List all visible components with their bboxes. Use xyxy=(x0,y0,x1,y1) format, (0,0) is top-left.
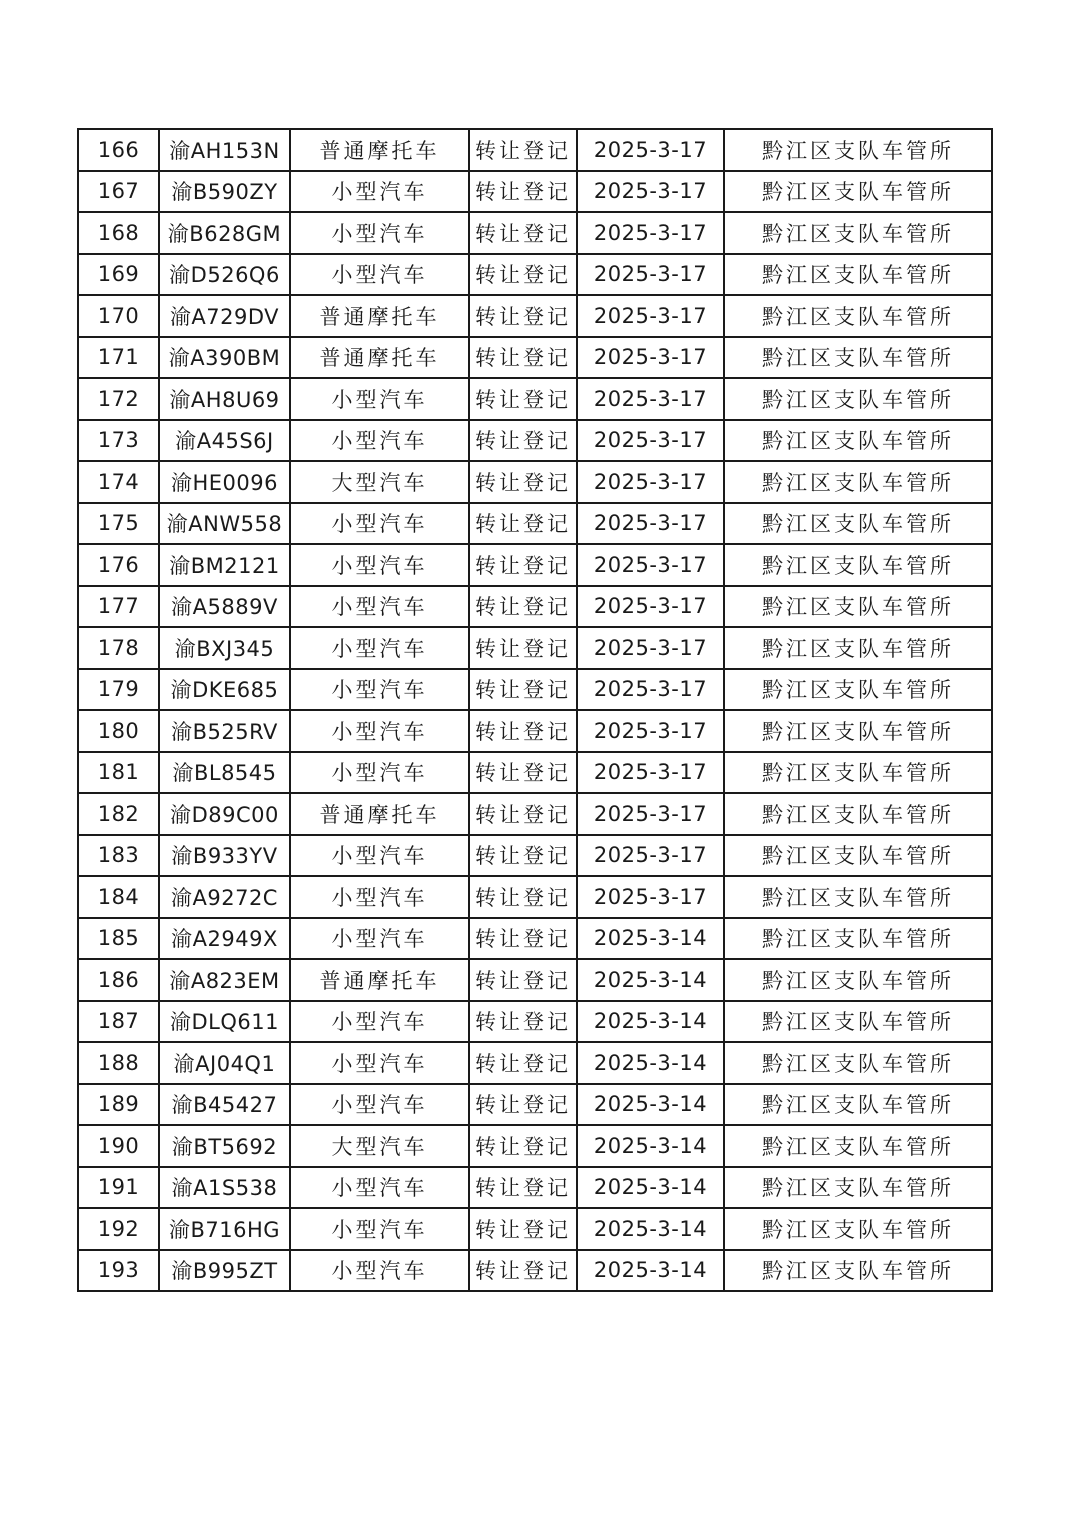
vehicle-type-cell: 大型汽车 xyxy=(290,1125,469,1167)
table-row xyxy=(78,586,992,628)
plate-number-cell: 渝AH153N xyxy=(159,129,290,171)
office-cell: 黔江区支队车管所 xyxy=(724,1042,992,1084)
row-number-cell: 167 xyxy=(78,171,159,213)
date-cell: 2025-3-17 xyxy=(577,835,724,877)
registration-type-cell: 转让登记 xyxy=(469,295,577,337)
table-row xyxy=(78,1250,992,1292)
office-cell: 黔江区支队车管所 xyxy=(724,1208,992,1250)
office-cell: 黔江区支队车管所 xyxy=(724,752,992,794)
office-cell: 黔江区支队车管所 xyxy=(724,627,992,669)
table-row xyxy=(78,627,992,669)
table-row xyxy=(78,212,992,254)
registration-table-body xyxy=(78,129,992,1291)
registration-type-cell: 转让登记 xyxy=(469,959,577,1001)
plate-number-cell: 渝DKE685 xyxy=(159,669,290,711)
registration-type-cell: 转让登记 xyxy=(469,1250,577,1292)
plate-number-cell: 渝B525RV xyxy=(159,710,290,752)
registration-type-cell: 转让登记 xyxy=(469,420,577,462)
registration-type-cell: 转让登记 xyxy=(469,752,577,794)
row-number-cell: 185 xyxy=(78,918,159,960)
registration-type-cell: 转让登记 xyxy=(469,1042,577,1084)
date-cell: 2025-3-17 xyxy=(577,710,724,752)
table-row xyxy=(78,1167,992,1209)
row-number-cell: 176 xyxy=(78,544,159,586)
office-cell: 黔江区支队车管所 xyxy=(724,1250,992,1292)
registration-type-cell: 转让登记 xyxy=(469,254,577,296)
table-row xyxy=(78,669,992,711)
date-cell: 2025-3-17 xyxy=(577,461,724,503)
date-cell: 2025-3-17 xyxy=(577,420,724,462)
vehicle-type-cell: 小型汽车 xyxy=(290,752,469,794)
registration-type-cell: 转让登记 xyxy=(469,129,577,171)
table-row xyxy=(78,918,992,960)
vehicle-type-cell: 小型汽车 xyxy=(290,876,469,918)
vehicle-type-cell: 大型汽车 xyxy=(290,461,469,503)
table-row xyxy=(78,793,992,835)
date-cell: 2025-3-17 xyxy=(577,752,724,794)
row-number-cell: 191 xyxy=(78,1167,159,1209)
table-row xyxy=(78,1001,992,1043)
row-number-cell: 190 xyxy=(78,1125,159,1167)
table-row xyxy=(78,544,992,586)
registration-type-cell: 转让登记 xyxy=(469,793,577,835)
registration-type-cell: 转让登记 xyxy=(469,337,577,379)
table-row xyxy=(78,1042,992,1084)
date-cell: 2025-3-17 xyxy=(577,503,724,545)
vehicle-type-cell: 小型汽车 xyxy=(290,918,469,960)
date-cell: 2025-3-17 xyxy=(577,295,724,337)
office-cell: 黔江区支队车管所 xyxy=(724,295,992,337)
vehicle-type-cell: 小型汽车 xyxy=(290,1084,469,1126)
table-row xyxy=(78,420,992,462)
row-number-cell: 184 xyxy=(78,876,159,918)
date-cell: 2025-3-17 xyxy=(577,876,724,918)
office-cell: 黔江区支队车管所 xyxy=(724,212,992,254)
vehicle-type-cell: 小型汽车 xyxy=(290,586,469,628)
date-cell: 2025-3-14 xyxy=(577,1001,724,1043)
registration-type-cell: 转让登记 xyxy=(469,503,577,545)
plate-number-cell: 渝B628GM xyxy=(159,212,290,254)
office-cell: 黔江区支队车管所 xyxy=(724,835,992,877)
row-number-cell: 166 xyxy=(78,129,159,171)
row-number-cell: 168 xyxy=(78,212,159,254)
table-row xyxy=(78,337,992,379)
registration-type-cell: 转让登记 xyxy=(469,835,577,877)
table-row xyxy=(78,1084,992,1126)
vehicle-type-cell: 普通摩托车 xyxy=(290,959,469,1001)
row-number-cell: 178 xyxy=(78,627,159,669)
registration-type-cell: 转让登记 xyxy=(469,212,577,254)
table-row xyxy=(78,710,992,752)
office-cell: 黔江区支队车管所 xyxy=(724,1125,992,1167)
date-cell: 2025-3-17 xyxy=(577,212,724,254)
table-row xyxy=(78,129,992,171)
office-cell: 黔江区支队车管所 xyxy=(724,420,992,462)
date-cell: 2025-3-14 xyxy=(577,1084,724,1126)
office-cell: 黔江区支队车管所 xyxy=(724,586,992,628)
vehicle-type-cell: 小型汽车 xyxy=(290,1042,469,1084)
plate-number-cell: 渝BT5692 xyxy=(159,1125,290,1167)
registration-type-cell: 转让登记 xyxy=(469,627,577,669)
registration-type-cell: 转让登记 xyxy=(469,1208,577,1250)
plate-number-cell: 渝BXJ345 xyxy=(159,627,290,669)
vehicle-type-cell: 小型汽车 xyxy=(290,212,469,254)
date-cell: 2025-3-17 xyxy=(577,586,724,628)
table-row xyxy=(78,835,992,877)
office-cell: 黔江区支队车管所 xyxy=(724,669,992,711)
date-cell: 2025-3-14 xyxy=(577,1167,724,1209)
row-number-cell: 171 xyxy=(78,337,159,379)
date-cell: 2025-3-17 xyxy=(577,669,724,711)
date-cell: 2025-3-17 xyxy=(577,337,724,379)
office-cell: 黔江区支队车管所 xyxy=(724,710,992,752)
date-cell: 2025-3-14 xyxy=(577,1125,724,1167)
table-row xyxy=(78,959,992,1001)
date-cell: 2025-3-14 xyxy=(577,1250,724,1292)
row-number-cell: 183 xyxy=(78,835,159,877)
plate-number-cell: 渝A729DV xyxy=(159,295,290,337)
date-cell: 2025-3-14 xyxy=(577,918,724,960)
vehicle-type-cell: 小型汽车 xyxy=(290,710,469,752)
plate-number-cell: 渝HE0096 xyxy=(159,461,290,503)
plate-number-cell: 渝B995ZT xyxy=(159,1250,290,1292)
date-cell: 2025-3-17 xyxy=(577,544,724,586)
table-row xyxy=(78,378,992,420)
registration-type-cell: 转让登记 xyxy=(469,1167,577,1209)
date-cell: 2025-3-17 xyxy=(577,129,724,171)
office-cell: 黔江区支队车管所 xyxy=(724,461,992,503)
row-number-cell: 173 xyxy=(78,420,159,462)
row-number-cell: 180 xyxy=(78,710,159,752)
date-cell: 2025-3-17 xyxy=(577,254,724,296)
office-cell: 黔江区支队车管所 xyxy=(724,876,992,918)
office-cell: 黔江区支队车管所 xyxy=(724,1084,992,1126)
office-cell: 黔江区支队车管所 xyxy=(724,1167,992,1209)
plate-number-cell: 渝A823EM xyxy=(159,959,290,1001)
plate-number-cell: 渝A45S6J xyxy=(159,420,290,462)
vehicle-type-cell: 小型汽车 xyxy=(290,420,469,462)
date-cell: 2025-3-14 xyxy=(577,1208,724,1250)
registration-type-cell: 转让登记 xyxy=(469,1125,577,1167)
office-cell: 黔江区支队车管所 xyxy=(724,793,992,835)
row-number-cell: 182 xyxy=(78,793,159,835)
row-number-cell: 172 xyxy=(78,378,159,420)
date-cell: 2025-3-14 xyxy=(577,1042,724,1084)
row-number-cell: 187 xyxy=(78,1001,159,1043)
table-row xyxy=(78,876,992,918)
office-cell: 黔江区支队车管所 xyxy=(724,1001,992,1043)
vehicle-type-cell: 小型汽车 xyxy=(290,627,469,669)
row-number-cell: 174 xyxy=(78,461,159,503)
table-row xyxy=(78,503,992,545)
plate-number-cell: 渝B45427 xyxy=(159,1084,290,1126)
plate-number-cell: 渝AJ04Q1 xyxy=(159,1042,290,1084)
vehicle-type-cell: 小型汽车 xyxy=(290,1208,469,1250)
plate-number-cell: 渝B933YV xyxy=(159,835,290,877)
plate-number-cell: 渝D89C00 xyxy=(159,793,290,835)
registration-type-cell: 转让登记 xyxy=(469,1084,577,1126)
office-cell: 黔江区支队车管所 xyxy=(724,337,992,379)
office-cell: 黔江区支队车管所 xyxy=(724,503,992,545)
plate-number-cell: 渝B590ZY xyxy=(159,171,290,213)
table-row xyxy=(78,295,992,337)
vehicle-type-cell: 小型汽车 xyxy=(290,378,469,420)
row-number-cell: 189 xyxy=(78,1084,159,1126)
table-row xyxy=(78,1125,992,1167)
registration-type-cell: 转让登记 xyxy=(469,669,577,711)
office-cell: 黔江区支队车管所 xyxy=(724,254,992,296)
office-cell: 黔江区支队车管所 xyxy=(724,959,992,1001)
plate-number-cell: 渝AH8U69 xyxy=(159,378,290,420)
office-cell: 黔江区支队车管所 xyxy=(724,378,992,420)
row-number-cell: 170 xyxy=(78,295,159,337)
plate-number-cell: 渝A5889V xyxy=(159,586,290,628)
row-number-cell: 181 xyxy=(78,752,159,794)
plate-number-cell: 渝A2949X xyxy=(159,918,290,960)
table-row xyxy=(78,752,992,794)
vehicle-type-cell: 小型汽车 xyxy=(290,171,469,213)
vehicle-type-cell: 普通摩托车 xyxy=(290,337,469,379)
plate-number-cell: 渝A1S538 xyxy=(159,1167,290,1209)
plate-number-cell: 渝A390BM xyxy=(159,337,290,379)
registration-table xyxy=(77,128,993,1292)
plate-number-cell: 渝B716HG xyxy=(159,1208,290,1250)
plate-number-cell: 渝A9272C xyxy=(159,876,290,918)
vehicle-type-cell: 小型汽车 xyxy=(290,1250,469,1292)
vehicle-type-cell: 小型汽车 xyxy=(290,1001,469,1043)
vehicle-type-cell: 小型汽车 xyxy=(290,669,469,711)
plate-number-cell: 渝DLQ611 xyxy=(159,1001,290,1043)
vehicle-type-cell: 小型汽车 xyxy=(290,835,469,877)
date-cell: 2025-3-14 xyxy=(577,959,724,1001)
office-cell: 黔江区支队车管所 xyxy=(724,171,992,213)
registration-type-cell: 转让登记 xyxy=(469,461,577,503)
date-cell: 2025-3-17 xyxy=(577,171,724,213)
date-cell: 2025-3-17 xyxy=(577,627,724,669)
registration-type-cell: 转让登记 xyxy=(469,378,577,420)
date-cell: 2025-3-17 xyxy=(577,793,724,835)
vehicle-type-cell: 普通摩托车 xyxy=(290,295,469,337)
row-number-cell: 193 xyxy=(78,1250,159,1292)
registration-type-cell: 转让登记 xyxy=(469,876,577,918)
office-cell: 黔江区支队车管所 xyxy=(724,544,992,586)
vehicle-type-cell: 小型汽车 xyxy=(290,503,469,545)
table-row xyxy=(78,171,992,213)
vehicle-type-cell: 普通摩托车 xyxy=(290,793,469,835)
registration-type-cell: 转让登记 xyxy=(469,586,577,628)
row-number-cell: 179 xyxy=(78,669,159,711)
plate-number-cell: 渝D526Q6 xyxy=(159,254,290,296)
table-row xyxy=(78,254,992,296)
office-cell: 黔江区支队车管所 xyxy=(724,129,992,171)
office-cell: 黔江区支队车管所 xyxy=(724,918,992,960)
date-cell: 2025-3-17 xyxy=(577,378,724,420)
row-number-cell: 177 xyxy=(78,586,159,628)
plate-number-cell: 渝BL8545 xyxy=(159,752,290,794)
row-number-cell: 188 xyxy=(78,1042,159,1084)
registration-type-cell: 转让登记 xyxy=(469,171,577,213)
table-row xyxy=(78,461,992,503)
registration-type-cell: 转让登记 xyxy=(469,1001,577,1043)
row-number-cell: 192 xyxy=(78,1208,159,1250)
vehicle-type-cell: 小型汽车 xyxy=(290,544,469,586)
row-number-cell: 186 xyxy=(78,959,159,1001)
vehicle-type-cell: 普通摩托车 xyxy=(290,129,469,171)
plate-number-cell: 渝BM2121 xyxy=(159,544,290,586)
vehicle-type-cell: 小型汽车 xyxy=(290,1167,469,1209)
row-number-cell: 169 xyxy=(78,254,159,296)
plate-number-cell: 渝ANW558 xyxy=(159,503,290,545)
registration-type-cell: 转让登记 xyxy=(469,544,577,586)
table-row xyxy=(78,1208,992,1250)
registration-type-cell: 转让登记 xyxy=(469,918,577,960)
registration-type-cell: 转让登记 xyxy=(469,710,577,752)
vehicle-type-cell: 小型汽车 xyxy=(290,254,469,296)
row-number-cell: 175 xyxy=(78,503,159,545)
